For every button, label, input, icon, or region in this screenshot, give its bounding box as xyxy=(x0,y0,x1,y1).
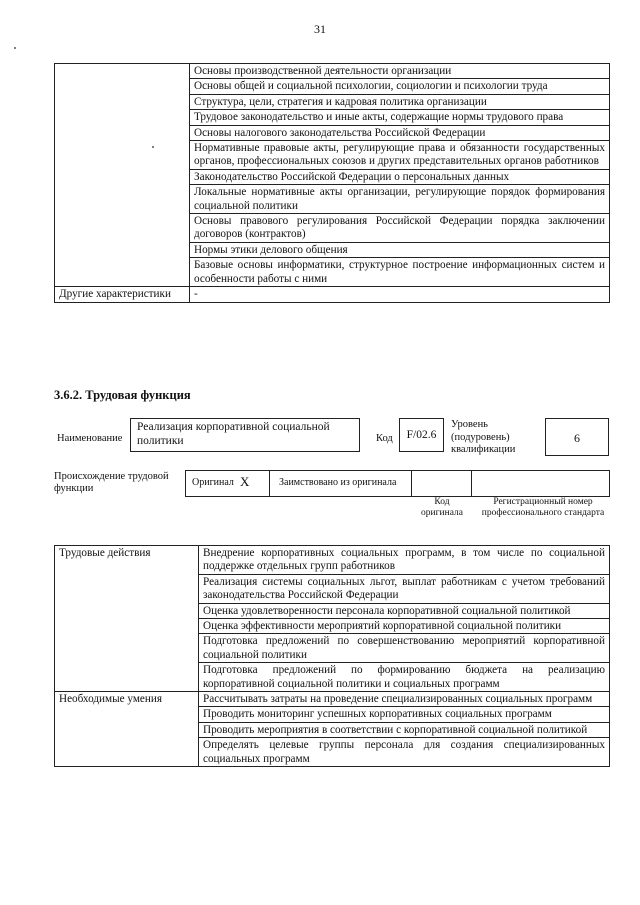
knowledge-row: Основы общей и социальной психологии, социологии и психологии труда xyxy=(190,79,610,94)
divider xyxy=(411,470,412,497)
action-item: Оценка удовлетворенности персонала корпоративной социальной политикой xyxy=(199,603,610,618)
function-name-value: Реализация корпоративной социальной политики xyxy=(130,418,360,452)
divider xyxy=(471,470,472,497)
knowledge-row: Нормативные правовые акты, регулирующие права и обязанности государственных органов, профессиональных союзов и других представительных органов работников xyxy=(190,141,610,170)
action-item: Оценка эффективности мероприятий корпоративной социальной политики xyxy=(199,619,610,634)
skills-label: Необходимые умения xyxy=(55,692,199,767)
knowledge-row: Локальные нормативные акты организации, регулирующие порядок формирования социальной политики xyxy=(190,185,610,214)
level-label: Уровень (подуровень) квалификации xyxy=(451,419,516,455)
skill-item: Проводить мониторинг успешных корпоративных социальных программ xyxy=(199,707,610,722)
divider xyxy=(269,470,270,497)
function-details-table xyxy=(54,545,610,767)
section-title: 3.6.2. Трудовая функция xyxy=(54,388,191,402)
function-code-value: F/02.6 xyxy=(399,418,444,452)
knowledge-row: Основы правового регулирования Российской Федерации порядка заключении договоров (контрактов) xyxy=(190,214,610,243)
original-mark: X xyxy=(240,474,250,489)
code-original-caption: Код оригинала xyxy=(421,497,463,518)
knowledge-row: Законодательство Российской Федерации о персональных данных xyxy=(190,169,610,184)
reg-number-caption: Регистрационный номер профессионального стандарта xyxy=(481,497,605,518)
other-characteristics-label: Другие характеристики xyxy=(55,287,190,302)
code-label: Код xyxy=(376,433,393,444)
page-number: 31 xyxy=(314,22,326,36)
knowledge-row: Структура, цели, стратегия и кадровая политика организации xyxy=(190,94,610,109)
name-label: Наименование xyxy=(57,433,123,444)
skill-item: Проводить мероприятия в соответствии с корпоративной социальной политикой xyxy=(199,722,610,737)
knowledge-row: Нормы этики делового общения xyxy=(190,242,610,257)
scan-speck xyxy=(14,47,16,49)
action-item: Подготовка предложений по формированию бюджета на реализацию корпоративной социальной политики и социальных программ xyxy=(199,663,610,692)
skill-item: Рассчитывать затраты на проведение специализированных социальных программ xyxy=(199,692,610,707)
action-item: Реализация системы социальных льгот, выплат работникам с учетом требований законодательства Российской Федерации xyxy=(199,574,610,603)
knowledge-row: Основы производственной деятельности организации xyxy=(190,64,610,79)
knowledge-row: Базовые основы информатики, структурное построение информационных систем и особенности работы с ними xyxy=(190,258,610,287)
knowledge-row: Трудовое законодательство и иные акты, содержащие нормы трудового права xyxy=(190,110,610,125)
knowledge-label-cell xyxy=(55,64,190,287)
actions-label: Трудовые действия xyxy=(55,546,199,692)
other-characteristics-value: - xyxy=(190,287,610,302)
knowledge-row: Основы налогового законодательства Российской Федерации xyxy=(190,125,610,140)
action-item: Внедрение корпоративных социальных программ, в том числе по социальной поддержке отдельных групп работников xyxy=(199,546,610,575)
knowledge-table xyxy=(54,63,610,303)
action-item: Подготовка предложений по совершенствованию мероприятий корпоративной социальной политики xyxy=(199,634,610,663)
borrowed-label: Заимствовано из оригинала xyxy=(279,477,397,488)
skill-item: Определять целевые группы персонала для создания специализированных социальных программ xyxy=(199,738,610,767)
origin-label: Происхождение трудовой функции xyxy=(54,471,169,494)
level-value: 6 xyxy=(545,418,609,456)
original-label: Оригинал xyxy=(192,477,234,488)
